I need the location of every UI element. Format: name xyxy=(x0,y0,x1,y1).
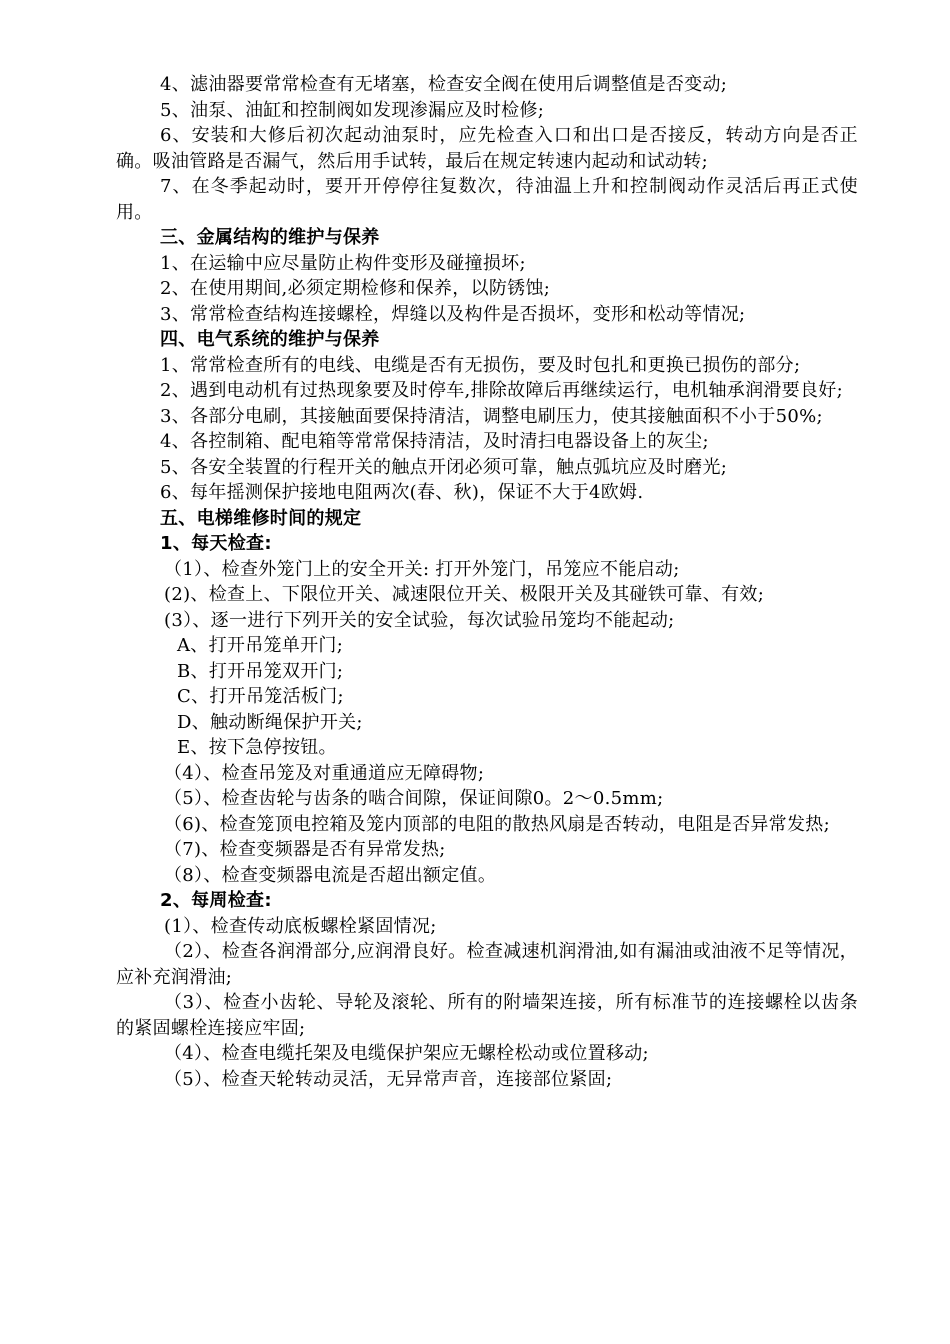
section-heading: 五、电梯维修时间的规定 xyxy=(160,507,362,529)
list-item: （3）、检查小齿轮、导轮及滚轮、所有的附墙架连接，所有标准节的连接螺栓以齿条的紧固螺栓连接应牢固; xyxy=(116,992,858,1039)
list-item: D、触动断绳保护开关; xyxy=(177,711,363,733)
list-item: C、打开吊笼活板门; xyxy=(177,686,344,707)
paragraph: 7、在冬季起动时，要开开停停往复数次，待油温上升和控制阀动作灵活后再正式使用。 xyxy=(116,176,858,223)
subsection-heading: 2、每周检查: xyxy=(160,890,272,911)
list-item: （8）、检查变频器电流是否超出额定值。 xyxy=(164,864,497,886)
paragraph: 6、安装和大修后初次起动油泵时，应先检查入口和出口是否接反，转动方向是否正确。吸油管路是否漏气，然后用手试转，最后在规定转速内起动和试动转; xyxy=(116,125,858,172)
list-item: （2）、检查各润滑部分,应润滑良好。检查减速机润滑油,如有漏油或油液不足等情况，应补充润滑油; xyxy=(116,941,858,988)
list-item: E、按下急停按钮。 xyxy=(177,737,337,758)
paragraph: 5、各安全装置的行程开关的触点开闭必须可靠，触点弧坑应及时磨光; xyxy=(160,456,728,478)
list-item: （6)、检查笼顶电控箱及笼内顶部的电阻的散热风扇是否转动，电阻是否异常发热; xyxy=(164,813,830,835)
list-item: (1）、检查传动底板螺栓紧固情况; xyxy=(164,915,437,937)
section-heading: 四、电气系统的维护与保养 xyxy=(160,329,380,350)
paragraph: 1、常常检查所有的电线、电缆是否有无损伤，要及时包扎和更换已损伤的部分; xyxy=(160,354,801,376)
list-item: （7)、检查变频器是否有异常发热; xyxy=(164,839,446,860)
paragraph: 3、常常检查结构连接螺栓，焊缝以及构件是否损坏，变形和松动等情况; xyxy=(160,303,746,325)
list-item: （1）、检查外笼门上的安全开关: 打开外笼门，吊笼应不能启动; xyxy=(164,558,680,580)
paragraph: 3、各部分电刷，其接触面要保持清洁，调整电刷压力，使其接触面积不小于50%; xyxy=(160,405,823,427)
paragraph: 1、在运输中应尽量防止构件变形及碰撞损坏; xyxy=(160,252,526,274)
list-item: （5）、检查天轮转动灵活，无异常声音，连接部位紧固; xyxy=(164,1068,613,1090)
paragraph: 4、各控制箱、配电箱等常常保持清洁，及时清扫电器设备上的灰尘; xyxy=(160,431,709,452)
paragraph: 6、每年摇测保护接地电阻两次(春、秋)，保证不大于4欧姆. xyxy=(160,482,644,503)
section-heading: 三、金属结构的维护与保养 xyxy=(160,227,380,248)
list-item: (3）、逐一进行下列开关的安全试验，每次试验吊笼均不能起动; xyxy=(164,609,675,631)
paragraph: 2、在使用期间,必须定期检修和保养，以防锈蚀; xyxy=(160,278,551,299)
list-item: （4）、检查吊笼及对重通道应无障碍物; xyxy=(164,762,485,784)
list-item: (2)、检查上、下限位开关、减速限位开关、极限开关及其碰铁可靠、有效; xyxy=(164,584,765,605)
list-item: （5）、检查齿轮与齿条的啮合间隙，保证间隙0。2～0.5mm; xyxy=(164,788,664,809)
list-item: B、打开吊笼双开门; xyxy=(177,660,344,682)
paragraph: 5、油泵、油缸和控制阀如发现渗漏应及时检修; xyxy=(160,99,545,121)
document-page xyxy=(116,72,858,1092)
paragraph: 4、滤油器要常常检查有无堵塞，检查安全阀在使用后调整值是否变动; xyxy=(160,74,728,95)
list-item: A、打开吊笼单开门; xyxy=(177,635,344,656)
list-item: （4）、检查电缆托架及电缆保护架应无螺栓松动或位置移动; xyxy=(164,1043,649,1064)
paragraph: 2、遇到电动机有过热现象要及时停车,排除故障后再继续运行，电机轴承润滑要良好; xyxy=(160,380,843,401)
subsection-heading: 1、每天检查: xyxy=(160,533,272,554)
